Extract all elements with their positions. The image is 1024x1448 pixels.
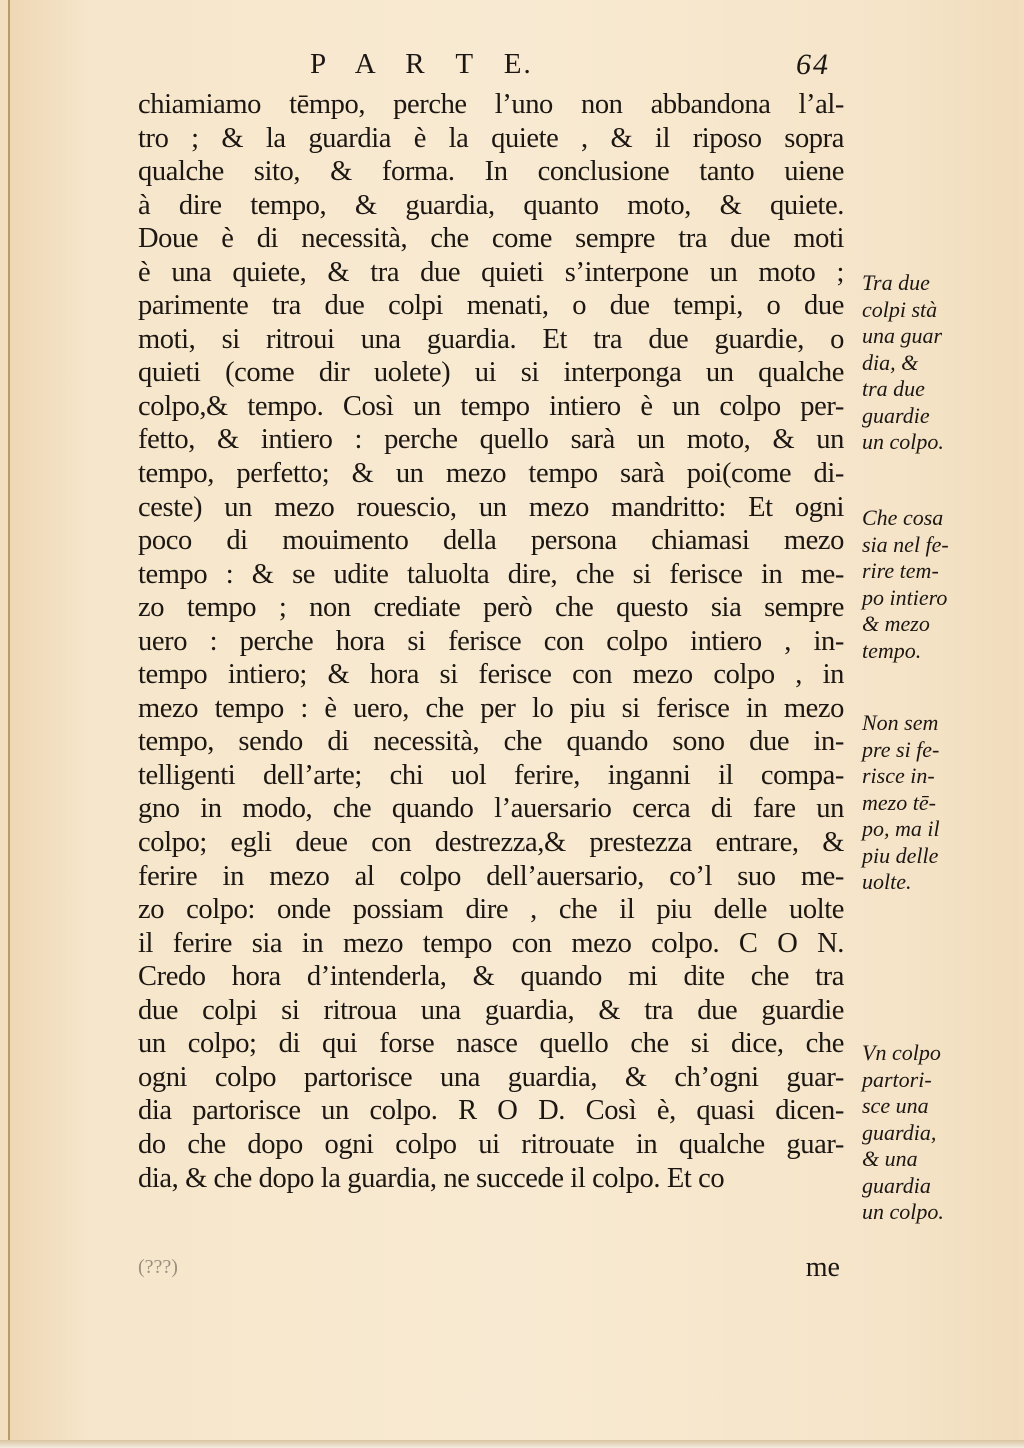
text-line: tro ; & la guardia è la quiete , & il riposo sopra: [138, 122, 844, 154]
text-line: tempo intiero; & hora si ferisce con mezo colpo , in: [138, 659, 844, 691]
margin-line: tra due: [862, 376, 925, 401]
signature-mark: (???): [138, 1256, 178, 1278]
margin-note: [862, 1040, 990, 1226]
text-line: è una quiete, & tra due quieti s’interpone un moto ;: [138, 256, 844, 288]
text-line: zo colpo: onde possiam dire , che il piu delle uolte: [138, 894, 844, 926]
margin-line: pre si fe-: [862, 736, 940, 762]
margin-line: un colpo.: [862, 429, 944, 454]
margin-line: po intiero: [862, 584, 948, 610]
text-line: poco di mouimento della persona chiamasi mezo: [138, 525, 844, 557]
text-line: il ferire sia in mezo tempo con mezo colpo. C O N.: [138, 927, 844, 959]
text-line: dia partorisce un colpo. R O D. Così è, quasi dicen-: [138, 1095, 844, 1127]
margin-line: guardia,: [862, 1119, 937, 1145]
margin-line: tempo.: [862, 637, 922, 663]
text-line: due colpi si ritroua una guardia, & tra due guardie: [138, 994, 844, 1026]
main-text-block: [138, 88, 844, 1195]
margin-line: sce una: [862, 1093, 929, 1118]
text-line: zo tempo ; non crediate però che questo sia sempre: [138, 592, 844, 624]
text-line: tempo : & se udite taluolta dire, che si ferisce in me-: [138, 558, 844, 590]
margin-line: mezo tē-: [862, 789, 936, 815]
margin-line: & una: [862, 1146, 918, 1171]
text-line: gno in modo, che quando l’auersario cerca di fare un: [138, 793, 844, 825]
text-line: fetto, & intiero : perche quello sarà un moto, & un: [138, 424, 844, 456]
margin-line: una guar: [862, 323, 943, 348]
margin-line: Vn colpo: [862, 1040, 941, 1065]
text-line: parimente tra due colpi menati, o due tempi, o due: [138, 290, 844, 322]
text-line: un colpo; di qui forse nasce quello che si dice, che: [138, 1028, 844, 1060]
text-line: do che dopo ogni colpo ui ritrouate in qualche guar-: [138, 1128, 844, 1160]
text-line: ogni colpo partorisce una guardia, & ch’ogni guar-: [138, 1061, 844, 1093]
text-line: telligenti dell’arte; chi uol ferire, inganni il compa-: [138, 759, 844, 791]
text-line: Credo hora d’intenderla, & quando mi dite che tra: [138, 961, 844, 993]
text-line: dia, & che dopo la guardia, ne succede il colpo. Et co: [138, 1162, 725, 1194]
text-line: qualche sito, & forma. In conclusione tanto uiene: [138, 156, 844, 188]
book-page: [8, 0, 1018, 1440]
margin-line: guardie: [862, 402, 930, 428]
margin-line: sia nel fe-: [862, 531, 949, 557]
margin-note: [862, 710, 990, 896]
margin-line: po, ma il: [862, 816, 940, 841]
running-head: [310, 48, 830, 88]
margin-line: Tra due: [862, 270, 930, 295]
margin-line: Che cosa: [862, 505, 944, 530]
margin-note: [862, 270, 990, 456]
margin-note: [862, 505, 990, 664]
page-number: 64: [796, 48, 830, 81]
margin-line: uolte.: [862, 869, 912, 894]
text-line: moti, si ritroui una guardia. Et tra due guardie, o: [138, 323, 844, 355]
margin-line: guardia: [862, 1172, 931, 1198]
text-line: ferire in mezo al colpo dell’auersario, co’l suo me-: [138, 860, 844, 892]
page-edge-shadow: [0, 1440, 1024, 1448]
text-line: quieti (come dir uolete) ui si interponga un qualche: [138, 357, 844, 389]
text-line: ceste) un mezo rouescio, un mezo mandritto: Et ogni: [138, 491, 844, 523]
running-title: P A R T E.: [310, 48, 533, 80]
margin-line: risce in-: [862, 763, 935, 788]
margin-line: dia, &: [862, 349, 919, 375]
page-footer: [138, 1252, 844, 1286]
margin-line: Non sem: [862, 710, 939, 735]
margin-line: un colpo.: [862, 1199, 944, 1224]
text-line: colpo; egli deue con destrezza,& prestezza entrare, &: [138, 827, 844, 859]
text-line: tempo, perfetto; & un mezo tempo sarà poi(come di-: [138, 458, 844, 490]
margin-line: rire tem-: [862, 558, 939, 583]
margin-line: partori-: [862, 1066, 932, 1092]
catchword: me: [805, 1252, 840, 1283]
text-line: mezo tempo : è uero, che per lo piu si ferisce in mezo: [138, 692, 844, 724]
text-line: Doue è di necessità, che come sempre tra due moti: [138, 223, 844, 255]
margin-line: colpi stà: [862, 296, 938, 322]
text-line: à dire tempo, & guardia, quanto moto, & quiete.: [138, 189, 844, 221]
text-line: chiamiamo tēmpo, perche l’uno non abbandona l’al-: [138, 89, 844, 120]
text-line: tempo, sendo di necessità, che quando sono due in-: [138, 726, 844, 758]
text-line: uero : perche hora si ferisce con colpo intiero , in-: [138, 625, 844, 657]
text-line: colpo,& tempo. Così un tempo intiero è un colpo per-: [138, 390, 844, 422]
margin-line: piu delle: [862, 842, 939, 868]
margin-line: & mezo: [862, 611, 930, 636]
